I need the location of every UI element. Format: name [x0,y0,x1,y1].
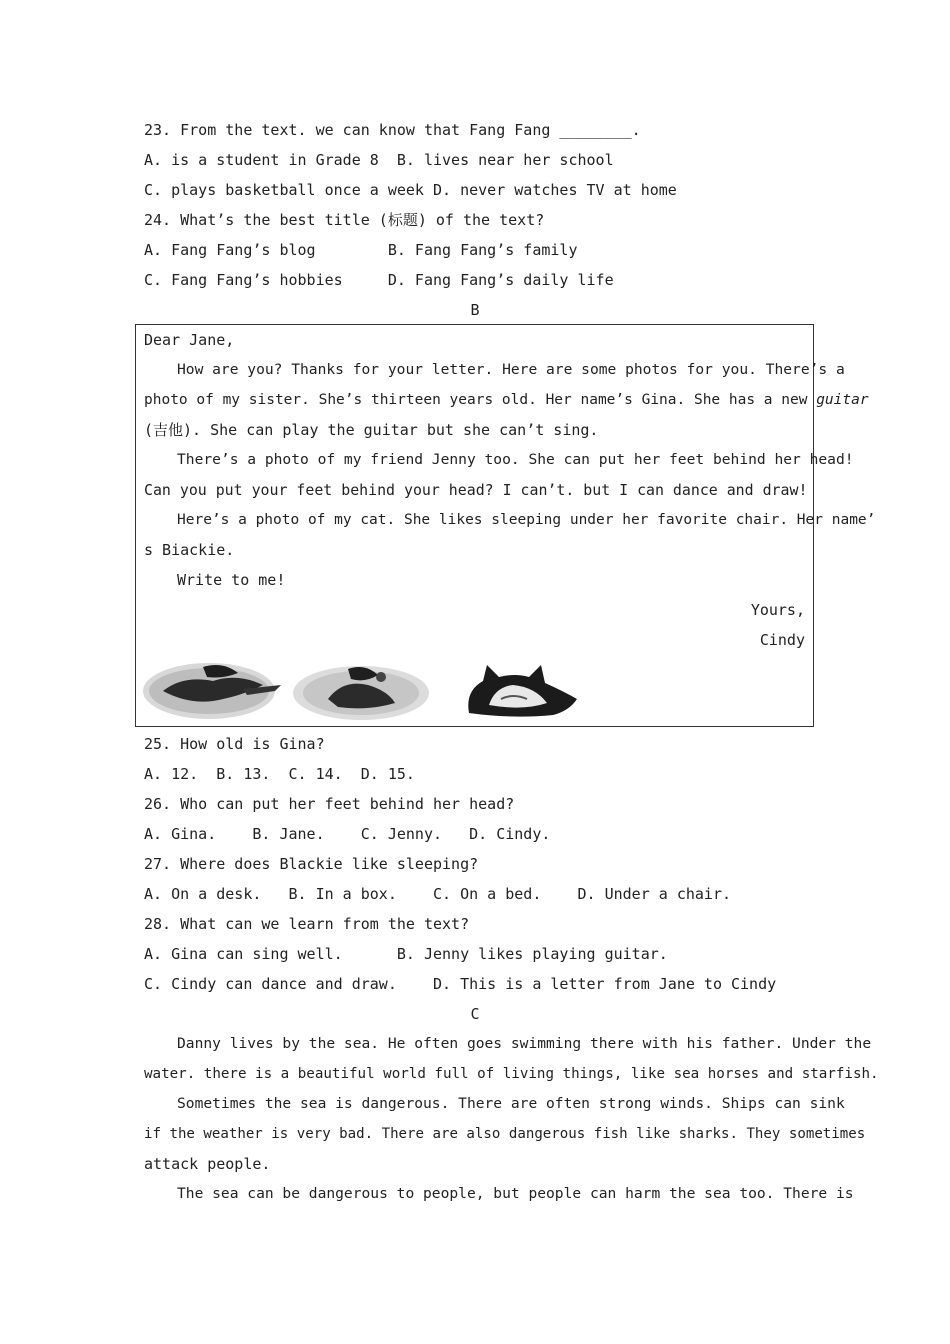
passage-c-paragraph-1-line-2: water. there is a beautiful world full of living things, like sea horses and starfish. [144,1066,879,1082]
letter-greeting: Dear Jane, [144,331,235,349]
question-26: 26. Who can put her feet behind her head? [144,795,515,813]
question-23-options-cd: C. plays basketball once a week D. never watches TV at home [144,181,677,199]
passage-c-paragraph-2-line-2: if the weather is very bad. There are also dangerous fish like sharks. They sometimes [144,1126,866,1142]
letter-photos [143,655,593,723]
cat-photo-image [468,665,577,717]
question-28: 28. What can we learn from the text? [144,915,470,933]
question-23-options-ab: A. is a student in Grade 8 B. lives near her school [144,151,614,169]
letter-text: photo of my sister. She’s thirteen years old. Her name’s Gina. She has a new [144,392,817,408]
jenny-photo-image [293,666,429,720]
question-24: 24. What’s the best title (标题) of the text? [144,211,545,229]
question-27: 27. Where does Blackie like sleeping? [144,855,479,873]
passage-c-paragraph-2-line-3: attack people. [144,1155,271,1173]
letter-signature: Cindy [759,631,805,649]
passage-c-paragraph-3-line-1: The sea can be dangerous to people, but people can harm the sea too. There is [177,1185,854,1202]
question-25-options: A. 12. B. 13. C. 14. D. 15. [144,765,415,783]
question-27-options: A. On a desk. B. In a box. C. On a bed. D. Under a chair. [144,885,731,903]
question-23: 23. From the text. we can know that Fang Fang ________. [144,121,641,139]
letter-paragraph-4: Write to me! [177,571,286,589]
letter-paragraph-3-line-2: s Biackie. [144,541,235,559]
section-c-label: C [470,1005,480,1023]
letter-paragraph-3-line-1: Here’s a photo of my cat. She likes sleeping under her favorite chair. Her name’ [177,512,876,528]
question-26-options: A. Gina. B. Jane. C. Jenny. D. Cindy. [144,825,551,843]
letter-closing: Yours, [750,601,805,619]
section-b-label: B [470,301,480,319]
question-25: 25. How old is Gina? [144,735,325,753]
letter-paragraph-2-line-2: Can you put your feet behind your head? I can’t. but I can dance and draw! [144,481,808,499]
sister-photo-image [143,663,281,719]
passage-c-paragraph-1-line-1: Danny lives by the sea. He often goes swimming there with his father. Under the [177,1035,872,1052]
question-28-options-ab: A. Gina can sing well. B. Jenny likes playing guitar. [144,945,668,963]
question-24-options-ab: A. Fang Fang’s blog B. Fang Fang’s family [144,241,578,259]
letter-paragraph-1-line-2 [144,385,869,415]
passage-c-paragraph-2-line-1: Sometimes the sea is dangerous. There are often strong winds. Ships can sink [177,1095,845,1112]
letter-paragraph-1-line-3: (吉他). She can play the guitar but she can’t sing. [144,421,599,439]
letter-paragraph-2-line-1: There’s a photo of my friend Jenny too. She can put her feet behind her head! [177,451,854,468]
guitar-word: guitar [816,392,869,408]
question-24-options-cd: C. Fang Fang’s hobbies D. Fang Fang’s daily life [144,271,614,289]
letter-paragraph-1-line-1: How are you? Thanks for your letter. Here are some photos for you. There’s a [177,361,845,378]
question-28-options-cd: C. Cindy can dance and draw. D. This is a letter from Jane to Cindy [144,975,777,993]
